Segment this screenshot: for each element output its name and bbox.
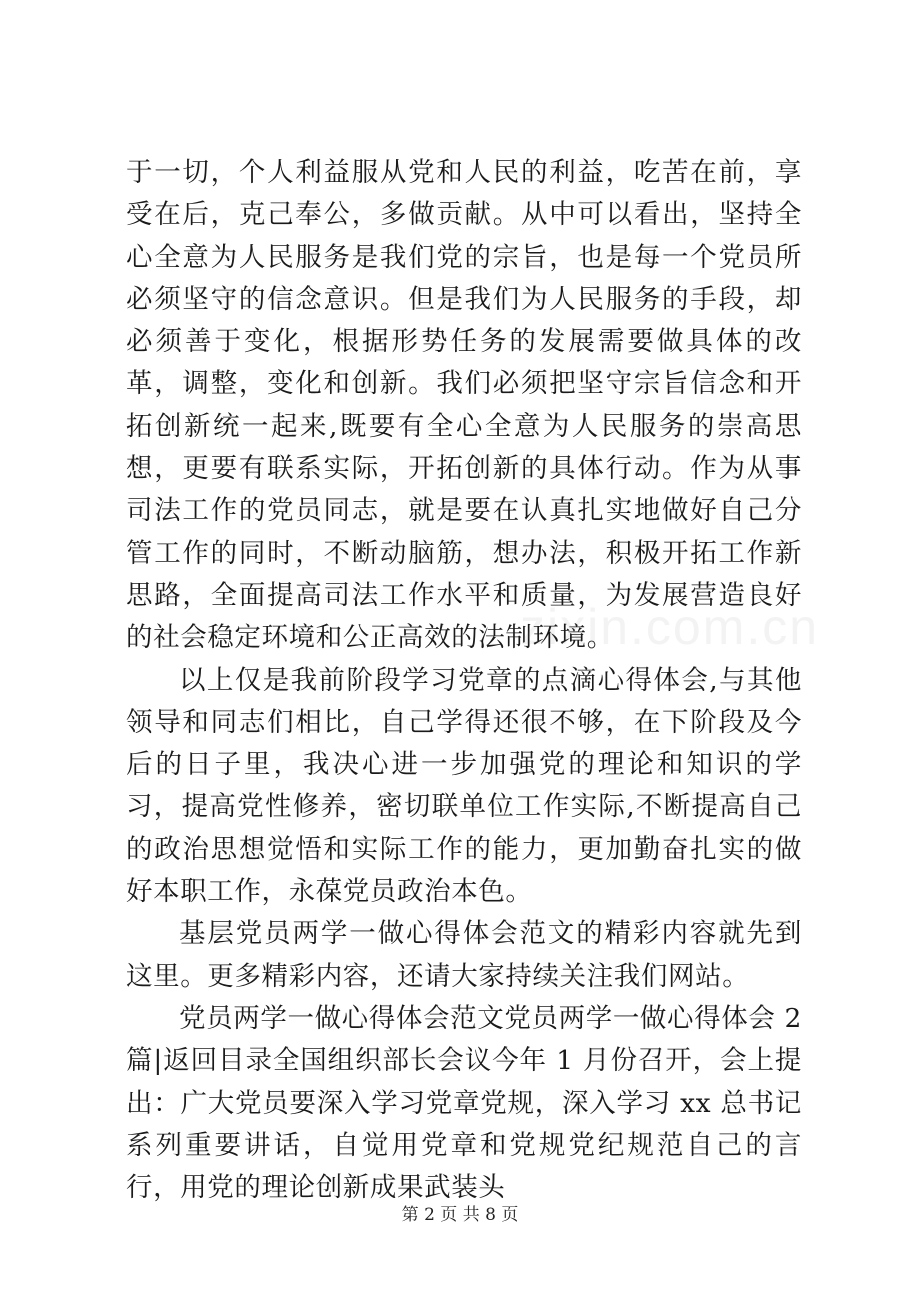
document-body (126, 152, 802, 1209)
paragraph-3: 基层党员两学一做心得体会范文的精彩内容就先到这里。更多精彩内容，还请大家持续关注我们网站。 (126, 918, 802, 992)
paragraph-4: 党员两学一做心得体会范文党员两学一做心得体会 2 篇|返回目录全国组织部长会议今年 1 月份召开，会上提出：广大党员要深入学习党章党规，深入学习 xx 总书记系列重要讲话，自觉用党章和党规党纪规范自己的言行，用党的理论创新成果武装头 (126, 1002, 802, 1204)
paragraph-1: 于一切，个人利益服从党和人民的利益，吃苦在前，享受在后，克己奉公，多做贡献。从中可以看出，坚持全心全意为人民服务是我们党的宗旨，也是每一个党员所必须坚守的信念意识。但是我们为人民服务的手段，却必须善于变化，根据形势任务的发展需要做具体的改革，调整，变化和创新。我们必须把坚守宗旨信念和开拓创新统一起来,既要有全心全意为人民服务的崇高思想，更要有联系实际，开拓创新的具体行动。作为从事司法工作的党员同志，就是要在认真扎实地做好自己分管工作的同时，不断动脑筋，想办法，积极开拓工作新思路，全面提高司法工作水平和质量，为发展营造良好的社会稳定环境和公正高效的法制环境。 (126, 157, 802, 654)
paragraph-2: 以上仅是我前阶段学习党章的点滴心得体会,与其他领导和同志们相比，自己学得还很不够，在下阶段及今后的日子里，我决心进一步加强党的理论和知识的学习，提高党性修养，密切联单位工作实际,不断提高自己的政治思想觉悟和实际工作的能力，更加勤奋扎实的做好本职工作，永葆党员政治本色。 (126, 664, 802, 908)
page-footer: 第 2 页 共 8 页 (401, 1205, 519, 1225)
watermark: zixin.com.cn (520, 599, 820, 655)
